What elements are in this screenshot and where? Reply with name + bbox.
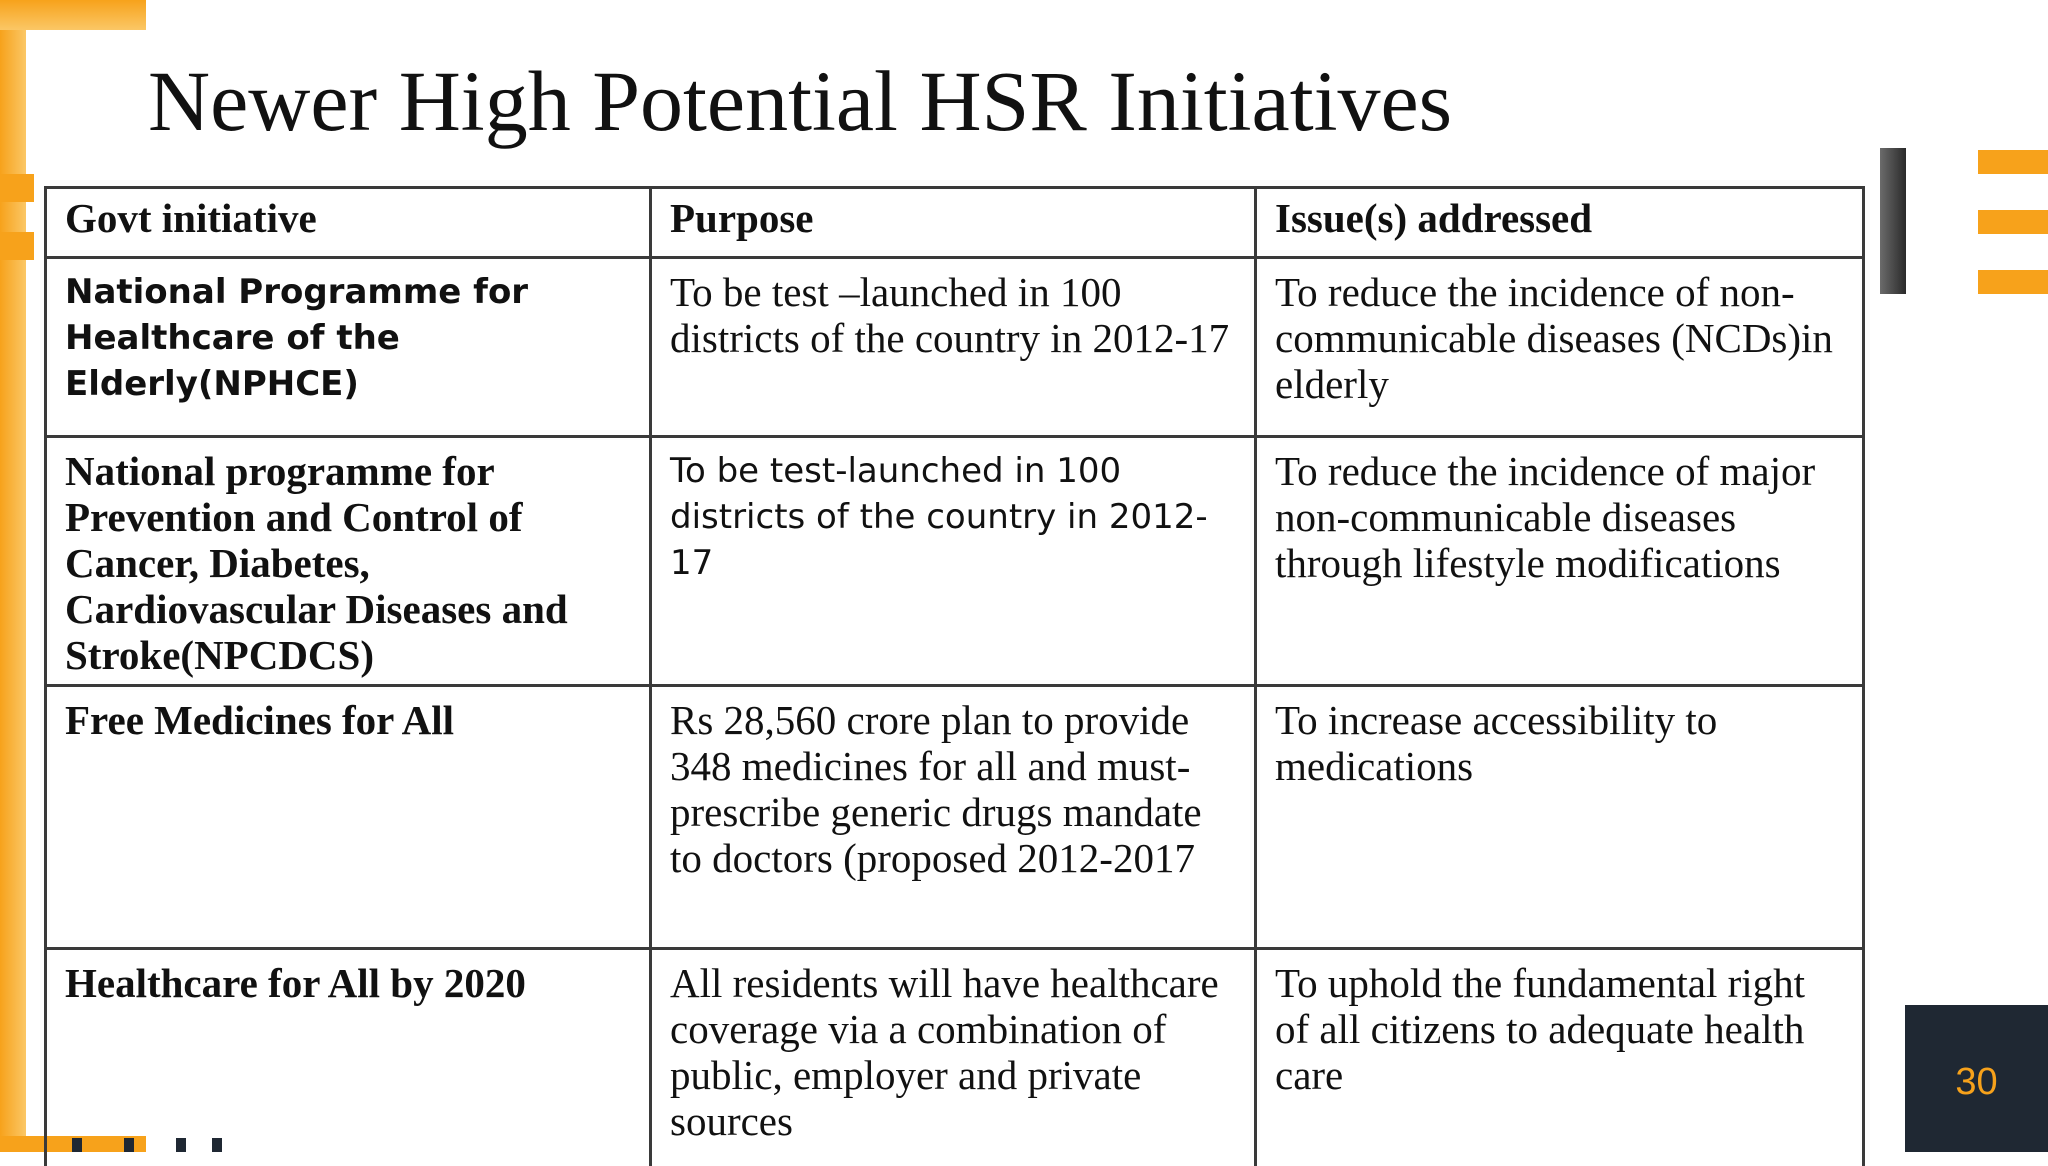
initiative-cell: Free Medicines for All <box>46 686 651 949</box>
table-row <box>46 437 1864 686</box>
initiatives-table <box>44 186 1865 1166</box>
initiative-cell: Healthcare for All by 2020 <box>46 949 651 1166</box>
initiative-cell: National programme for Prevention and Control of Cancer, Diabetes, Cardiovascular Diseases and Stroke(NPCDCS) <box>46 437 651 686</box>
issues-cell: To increase accessibility to medications <box>1256 686 1864 949</box>
issues-cell: To reduce the incidence of non-communicable diseases (NCDs)in elderly <box>1256 258 1864 437</box>
header-govt-initiative: Govt initiative <box>46 188 651 258</box>
table-row <box>46 686 1864 949</box>
slide-title: Newer High Potential HSR Initiatives <box>148 46 1868 156</box>
header-purpose: Purpose <box>651 188 1256 258</box>
table-header-row <box>46 188 1864 258</box>
table-row <box>46 949 1864 1166</box>
accent-notch <box>0 174 34 202</box>
purpose-cell: All residents will have healthcare coverage via a combination of public, employer and private sources <box>651 949 1256 1166</box>
issues-cell: To reduce the incidence of major non-communicable diseases through lifestyle modifications <box>1256 437 1864 686</box>
top-accent-bar <box>0 0 146 30</box>
side-rule <box>1880 148 1906 294</box>
accent-notch <box>0 232 34 260</box>
page-number: 30 <box>1905 1061 2048 1104</box>
left-accent-bar <box>0 0 26 1152</box>
purpose-cell: To be test-launched in 100 districts of the country in 2012-17 <box>651 437 1256 686</box>
page-number-box <box>1905 1005 2048 1152</box>
purpose-cell: To be test –launched in 100 districts of the country in 2012-17 <box>651 258 1256 437</box>
table-row <box>46 258 1864 437</box>
initiative-cell: National Programme for Healthcare of the Elderly(NPHCE) <box>46 258 651 437</box>
issues-cell: To uphold the fundamental right of all citizens to adequate health care <box>1256 949 1864 1166</box>
purpose-cell: Rs 28,560 crore plan to provide 348 medicines for all and must-prescribe generic drugs mandate to doctors (proposed 2012-2017 <box>651 686 1256 949</box>
header-issues-addressed: Issue(s) addressed <box>1256 188 1864 258</box>
